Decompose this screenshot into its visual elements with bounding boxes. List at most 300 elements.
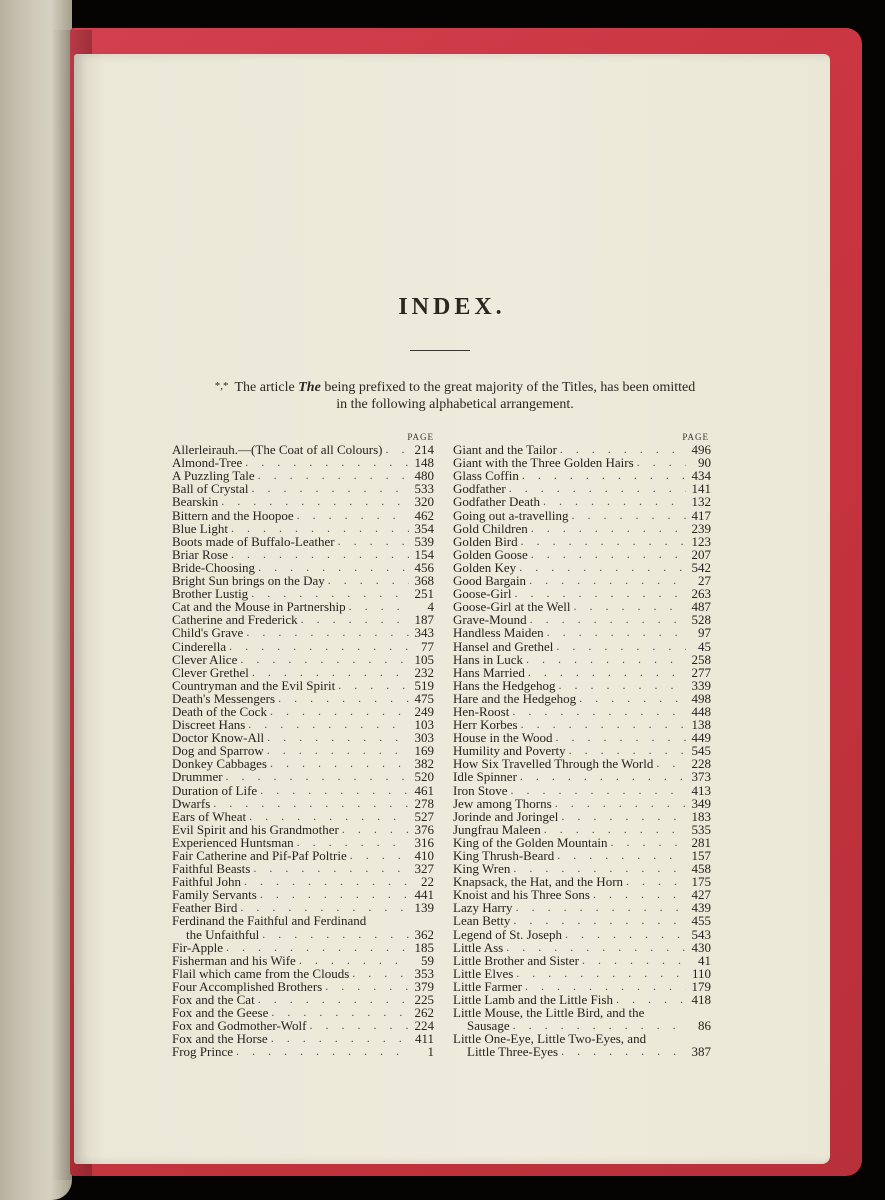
leader-dots [516, 901, 686, 914]
entry-title: Little Farmer [453, 978, 522, 994]
leader-dots [569, 744, 686, 757]
entry-title: Countryman and the Evil Spirit [172, 677, 336, 693]
entry-title: Evil Spirit and his Grandmother [172, 821, 339, 837]
entry-page-number: 430 [691, 939, 711, 955]
entry-page-number: 353 [414, 965, 434, 981]
entry-title: Drummer [172, 769, 223, 785]
leader-dots [253, 862, 409, 875]
entry-page-number: 343 [414, 625, 434, 641]
leader-dots [611, 836, 686, 849]
note-line-1 [150, 378, 760, 396]
leader-dots [309, 1019, 409, 1032]
entry-page-number: 183 [691, 808, 711, 824]
index-entry [453, 783, 711, 796]
index-entry [172, 797, 434, 810]
index-entry [172, 862, 434, 875]
index-entry [172, 1006, 434, 1019]
index-entry [453, 914, 711, 927]
leader-dots [572, 509, 686, 522]
entry-title: Clever Alice [172, 651, 238, 667]
entry-page-number: 249 [414, 703, 434, 719]
index-entry [453, 535, 711, 548]
index-entry [453, 443, 711, 456]
index-entry [172, 967, 434, 980]
index-entry [453, 626, 711, 639]
entry-page-number: 207 [691, 546, 711, 562]
index-entry [453, 836, 711, 849]
entry-title: Donkey Cabbages [172, 756, 267, 772]
entry-title: Knapsack, the Hat, and the Horn [453, 874, 624, 890]
leader-dots [245, 456, 409, 469]
index-entry [453, 888, 711, 901]
leader-dots [519, 561, 686, 574]
index-entry [453, 731, 711, 744]
leader-dots [593, 888, 686, 901]
index-entry [172, 914, 434, 940]
index-entry [453, 941, 711, 954]
index-entry [172, 718, 434, 731]
leader-dots [258, 561, 409, 574]
entry-title: Giant with the Three Golden Hairs [453, 455, 634, 471]
leader-dots [271, 1032, 409, 1045]
entry-page-number: 232 [414, 664, 434, 680]
entry-title: Frog Prince [172, 1044, 234, 1060]
index-entry [453, 718, 711, 731]
entry-title-continued: Sausage [467, 1018, 510, 1034]
entry-page-number: 258 [691, 651, 711, 667]
index-entry [453, 482, 711, 495]
leader-dots [249, 810, 409, 823]
index-entry [453, 823, 711, 836]
leader-dots [271, 1006, 409, 1019]
entry-title: Ball of Crystal [172, 481, 249, 497]
entry-title: Giant and the Tailor [453, 442, 557, 458]
entry-title: Goose-Girl [453, 586, 512, 602]
index-entry [453, 980, 711, 993]
entry-title: Lazy Harry [453, 900, 513, 916]
leader-dots [299, 954, 409, 967]
leader-dots [221, 495, 409, 508]
leader-dots [561, 810, 686, 823]
entry-page-number: 496 [691, 442, 711, 458]
index-entry [172, 744, 434, 757]
entry-page-number: 141 [691, 481, 711, 497]
page-title: INDEX. [398, 294, 506, 320]
entry-page-number: 97 [698, 625, 711, 641]
entry-page-number: 214 [414, 442, 434, 458]
entry-page-number: 278 [414, 795, 434, 811]
entry-title: Little Brother and Sister [453, 952, 580, 968]
entry-page-number: 417 [691, 507, 711, 523]
index-entry [453, 967, 711, 980]
leader-dots [246, 626, 409, 639]
index-entry [172, 1045, 434, 1058]
index-entry [453, 770, 711, 783]
entry-page-number: 528 [691, 612, 711, 628]
entry-page-number: 535 [691, 821, 711, 837]
leader-dots [267, 731, 409, 744]
entry-page-number: 4 [427, 599, 434, 615]
leader-dots [252, 666, 409, 679]
entry-title: Godfather [453, 481, 506, 497]
entry-title: Iron Stove [453, 782, 508, 798]
leader-dots [226, 941, 409, 954]
entry-title: Fir-Apple [172, 939, 224, 955]
leader-dots [229, 640, 409, 653]
entry-title: Fox and the Geese [172, 1005, 269, 1021]
entry-page-number: 239 [691, 520, 711, 536]
leader-dots [656, 757, 686, 770]
entry-page-number: 169 [414, 743, 434, 759]
entry-page-number: 132 [691, 494, 711, 510]
entry-title: Bittern and the Hoopoe [172, 507, 294, 523]
entry-title: Golden Bird [453, 533, 518, 549]
index-entry [453, 744, 711, 757]
leader-dots [350, 849, 409, 862]
entry-page-number: 86 [698, 1018, 711, 1034]
leader-dots [338, 679, 409, 692]
entry-title: Four Accomplished Brothers [172, 978, 323, 994]
index-entry [453, 954, 711, 967]
entry-title: Dog and Sparrow [172, 743, 264, 759]
entry-title-continued: Little Three-Eyes [467, 1044, 559, 1060]
entry-title: Knoist and his Three Sons [453, 887, 590, 903]
entry-page-number: 316 [414, 834, 434, 850]
entry-title: Little Ass [453, 939, 504, 955]
leader-dots [544, 823, 686, 836]
entry-page-number: 262 [414, 1005, 434, 1021]
index-entry [172, 613, 434, 626]
entry-title: Bride-Choosing [172, 559, 256, 575]
entry-title: Jew among Thorns [453, 795, 552, 811]
entry-title: Fox and the Horse [172, 1031, 268, 1047]
entry-page-number: 376 [414, 821, 434, 837]
entry-title: Dwarfs [172, 795, 211, 811]
index-entry [172, 548, 434, 561]
index-entry [172, 456, 434, 469]
index-entry [172, 1032, 434, 1045]
leader-dots [385, 443, 409, 456]
entry-page-number: 105 [414, 651, 434, 667]
entry-title: Allerleirauh.—(The Coat of all Colours) [172, 442, 383, 458]
entry-title: Little One-Eye, Little Two-Eyes, and [453, 1031, 647, 1047]
leader-dots [520, 770, 686, 783]
index-entry [453, 495, 711, 508]
index-entry [172, 941, 434, 954]
leader-dots [509, 482, 686, 495]
entry-page-number: 368 [414, 573, 434, 589]
leader-dots [213, 797, 409, 810]
leader-dots [270, 757, 409, 770]
index-entry [453, 600, 711, 613]
entry-title: Legend of St. Joseph [453, 926, 563, 942]
entry-title: Family Servants [172, 887, 257, 903]
index-entry [172, 993, 434, 1006]
index-entry [453, 561, 711, 574]
leader-dots [251, 587, 409, 600]
leader-dots [260, 888, 409, 901]
index-entry [453, 679, 711, 692]
entry-page-number: 354 [414, 520, 434, 536]
entry-page-number: 59 [421, 952, 434, 968]
leader-dots [547, 626, 686, 639]
entry-title: Good Bargain [453, 573, 527, 589]
note-asterisks: *,* [214, 380, 229, 392]
entry-title: Ears of Wheat [172, 808, 247, 824]
entry-page-number: 410 [414, 848, 434, 863]
entry-title: Fair Catherine and Pif-Paf Poltrie [172, 848, 347, 863]
entry-page-number: 362 [414, 926, 434, 942]
index-entry [453, 757, 711, 770]
entry-title: Duration of Life [172, 782, 258, 798]
entry-title: Godfather Death [453, 494, 540, 510]
leader-dots [258, 993, 409, 1006]
entry-page-number: 475 [414, 690, 434, 706]
entry-title: Grave-Mound [453, 612, 527, 628]
leader-dots [559, 679, 686, 692]
leader-dots [231, 548, 409, 561]
entry-title: Little Mouse, the Little Bird, and the [453, 1005, 645, 1021]
entry-title: Clever Grethel [172, 664, 249, 680]
index-entry [172, 954, 434, 967]
entry-title: Goose-Girl at the Well [453, 599, 571, 615]
index-entry [172, 770, 434, 783]
leader-dots [248, 718, 409, 731]
index-entry [453, 692, 711, 705]
leader-dots [267, 744, 409, 757]
index-entry [172, 469, 434, 482]
leader-dots [240, 653, 409, 666]
index-note [150, 378, 760, 413]
index-entry [172, 888, 434, 901]
leader-dots [297, 509, 409, 522]
entry-page-number: 339 [691, 677, 711, 693]
leader-dots [556, 640, 686, 653]
entry-title: Blue Light [172, 520, 228, 536]
entry-title: How Six Travelled Through the World [453, 756, 654, 772]
index-entry [453, 810, 711, 823]
entry-title: Discreet Hans [172, 717, 246, 733]
index-column-right [453, 432, 711, 1058]
leader-dots [555, 731, 686, 744]
entry-title: Death's Messengers [172, 690, 276, 706]
entry-title: Bearskin [172, 494, 219, 510]
entry-page-number: 148 [414, 455, 434, 471]
entry-page-number: 498 [691, 690, 711, 706]
leader-dots [342, 823, 409, 836]
entry-page-number: 103 [414, 717, 434, 733]
leader-dots [349, 600, 409, 613]
entry-page-number: 519 [414, 677, 434, 693]
entry-page-number: 542 [691, 559, 711, 575]
leader-dots [528, 666, 686, 679]
entry-page-number: 179 [691, 978, 711, 994]
leader-dots [512, 705, 686, 718]
entry-page-number: 110 [691, 965, 711, 981]
entry-title: Jungfrau Maleen [453, 821, 541, 837]
leader-dots [582, 954, 686, 967]
index-entry [453, 469, 711, 482]
leader-dots [526, 653, 686, 666]
entry-title: Child's Grave [172, 625, 244, 641]
entry-title: King of the Golden Mountain [453, 834, 608, 850]
entry-title: King Wren [453, 861, 511, 877]
entry-page-number: 382 [414, 756, 434, 772]
index-entry [172, 600, 434, 613]
index-entry [453, 705, 711, 718]
leader-dots [561, 1045, 686, 1058]
leader-dots [513, 862, 686, 875]
entry-title: Boots made of Buffalo-Leather [172, 533, 335, 549]
entry-title: Hans in Luck [453, 651, 524, 667]
entry-title: Humility and Poverty [453, 743, 566, 759]
entry-title: Brother Lustig [172, 586, 249, 602]
entry-title: Idle Spinner [453, 769, 517, 785]
leader-dots [352, 967, 409, 980]
entry-page-number: 154 [414, 546, 434, 562]
entry-title: Little Lamb and the Little Fish [453, 992, 613, 1008]
entry-page-number: 187 [414, 612, 434, 628]
entry-page-number: 427 [691, 887, 711, 903]
entry-title: Herr Korbes [453, 717, 518, 733]
leader-dots [236, 1045, 409, 1058]
entry-title: King Thrush-Beard [453, 848, 555, 863]
entry-title: Little Elves [453, 965, 514, 981]
leader-dots [522, 469, 686, 482]
leader-dots [252, 482, 409, 495]
entry-title: Almond-Tree [172, 455, 243, 471]
entry-page-number: 462 [414, 507, 434, 523]
page-column-heading: PAGE [682, 432, 709, 442]
index-entry [172, 443, 434, 456]
index-entry [172, 574, 434, 587]
index-entry [453, 1032, 711, 1058]
index-entry [453, 508, 711, 521]
index-entry [453, 849, 711, 862]
leader-dots [260, 784, 409, 797]
leader-dots [555, 797, 686, 810]
index-entry [172, 731, 434, 744]
entry-page-number: 448 [691, 703, 711, 719]
index-entry [453, 653, 711, 666]
leader-dots [529, 574, 686, 587]
entry-page-number: 45 [698, 638, 711, 654]
entry-page-number: 439 [691, 900, 711, 916]
entry-page-number: 545 [691, 743, 711, 759]
leader-dots [301, 613, 409, 626]
index-entry [453, 548, 711, 561]
entry-page-number: 157 [691, 848, 711, 863]
entry-page-number: 411 [414, 1031, 434, 1047]
entry-title: Feather Bird [172, 900, 238, 916]
leader-dots [543, 495, 686, 508]
entry-title: Cinderella [172, 638, 227, 654]
index-entry [453, 522, 711, 535]
entry-page-number: 418 [691, 992, 711, 1008]
index-entry [172, 522, 434, 535]
index-entry [453, 666, 711, 679]
entry-page-number: 90 [698, 455, 711, 471]
leader-dots [262, 928, 409, 941]
entry-page-number: 373 [691, 769, 711, 785]
index-entry [172, 482, 434, 495]
index-entry [172, 836, 434, 849]
leader-dots [531, 548, 686, 561]
entry-title: Ferdinand the Faithful and Ferdinand [172, 913, 367, 929]
leader-dots [513, 914, 686, 927]
entry-page-number: 303 [414, 730, 434, 746]
entry-page-number: 533 [414, 481, 434, 497]
entry-page-number: 349 [691, 795, 711, 811]
index-entry [172, 626, 434, 639]
index-entry [453, 639, 711, 652]
entry-title: Hen-Roost [453, 703, 510, 719]
leader-dots [530, 613, 686, 626]
entry-page-number: 138 [691, 717, 711, 733]
entry-title: Cat and the Mouse in Partnership [172, 599, 346, 615]
entry-title: Hare and the Hedgehog [453, 690, 577, 706]
index-entry [172, 783, 434, 796]
index-entry [172, 1019, 434, 1032]
index-entry [453, 862, 711, 875]
index-entry [172, 823, 434, 836]
entry-title: Lean Betty [453, 913, 511, 929]
entry-title: Doctor Know-All [172, 730, 265, 746]
leader-dots [231, 522, 409, 535]
entry-page-number: 327 [414, 861, 434, 877]
entry-title: A Puzzling Tale [172, 468, 255, 484]
leader-dots [325, 980, 409, 993]
leader-dots [531, 522, 686, 535]
index-column-left [172, 432, 434, 1058]
entry-page-number: 441 [414, 887, 434, 903]
entry-title: House in the Wood [453, 730, 553, 746]
entry-title-continued: the Unfaithful [186, 926, 260, 942]
leader-dots [516, 967, 686, 980]
entry-title: Catherine and Frederick [172, 612, 298, 628]
entry-title: Fox and Godmother-Wolf [172, 1018, 307, 1034]
index-entry [172, 757, 434, 770]
index-entry [453, 1006, 711, 1032]
index-entry [453, 797, 711, 810]
title-rule [410, 350, 470, 351]
index-entry [453, 901, 711, 914]
leader-dots [579, 692, 686, 705]
leader-dots [244, 875, 409, 888]
entry-page-number: 225 [414, 992, 434, 1008]
entry-page-number: 41 [698, 952, 711, 968]
entry-title: Faithful John [172, 874, 241, 890]
entry-title: Glass Coffin [453, 468, 519, 484]
index-entry [453, 613, 711, 626]
index-entry [172, 653, 434, 666]
entry-title: Hans the Hedgehog [453, 677, 556, 693]
entry-page-number: 77 [421, 638, 434, 654]
entry-page-number: 379 [414, 978, 434, 994]
index-entry [172, 508, 434, 521]
entry-title: Jorinde and Joringel [453, 808, 559, 824]
entry-title: Gold Children [453, 520, 528, 536]
entry-page-number: 228 [691, 756, 711, 772]
leader-dots [328, 574, 409, 587]
entry-page-number: 449 [691, 730, 711, 746]
leader-dots [278, 692, 409, 705]
entry-title: Hansel and Grethel [453, 638, 554, 654]
entry-title: Going out a-travelling [453, 507, 569, 523]
entry-title: Handless Maiden [453, 625, 544, 641]
leader-dots [521, 718, 686, 731]
entry-page-number: 461 [414, 782, 434, 798]
